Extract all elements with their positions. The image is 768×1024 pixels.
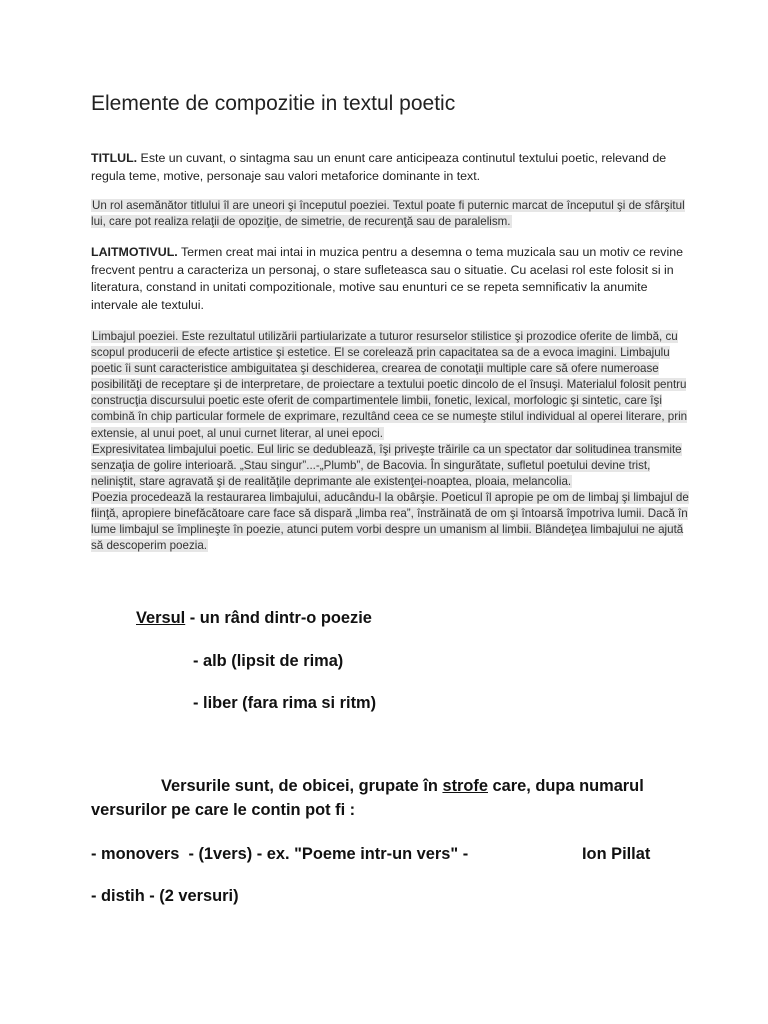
versul-def: - un rând dintr-o poezie <box>185 609 372 627</box>
vers-liber: - liber (fara rima si ritm) <box>193 694 377 712</box>
versul-term: Versul <box>136 609 186 627</box>
monovers-author: Ion Pillat <box>582 845 651 863</box>
page-title: Elemente de compozitie in textul poetic <box>91 92 456 115</box>
limbaj-section <box>91 329 691 554</box>
laitmotiv-heading: LAITMOTIVUL. <box>91 245 178 259</box>
versul-definition <box>136 609 372 628</box>
strofe-line-2: versurilor pe care le contin pot fi : <box>91 801 356 819</box>
titlul-paragraph <box>91 150 691 185</box>
strofe-line-1 <box>161 777 644 796</box>
strofe-before: Versurile sunt, de obicei, grupate în <box>161 777 443 795</box>
rol-paragraph <box>91 198 691 230</box>
strofe-term: strofe <box>442 777 488 795</box>
laitmotiv-text: Termen creat mai intai in muzica pentru a desemna o tema muzicala sau un motiv ce revine frecvent pentru a caracteriza un personaj, o stare sufleteasca sau o situatie. Cu acelasi rol este folosit si in literatura, constand in unitati compozitionale, motive sau enunturi ce se repeta semnificativ la anumite intervale ale textului. <box>91 245 684 312</box>
laitmotiv-paragraph <box>91 244 691 314</box>
titlul-heading: TITLUL. <box>91 151 138 165</box>
limbaj-paragraph: Limbajul poeziei. Este rezultatul utilizării partiularizate a tuturor resurselor stilistice şi prozodice oferite de limbă, cu scopul producerii de efecte artistice şi estetice. El se corelează prin capacitatea sa de a evoca imagini. Limbajulu poetic îi sunt caracteristice ambiguitatea şi deschiderea, crearea de conotaţii multiple care să ofere numeroase posibilităţi de receptare şi de interpretare, de proiectare a textului poetic dincolo de el însuşi. Materialul folosit pentru construcţia discursului poetic este oferit de compartimentele limbii, fonetic, lexical, morfologic şi sintetic, care îşi combină în chip particular formele de exprimare, rezultând ceea ce se numeşte stilul individual al operei literare, prin extensie, al unui poet, al unui curnet literar, al unei epoci. <box>91 330 688 440</box>
expresivitate-paragraph: Expresivitatea limbajului poetic. Eul liric se dedublează, îşi priveşte trăirile ca un spectator dar solitudinea transmite senzaţia de golire interioară. „Stau singur”...-„Plumb”, de Bacovia. În singurătate, sufletul poetului devine trist, neliniştit, stare agravată şi de realităţile deprimante ale existenţei-noaptea, ploaia, melancolia. <box>91 442 682 488</box>
strofe-after: care, dupa numarul <box>488 777 644 795</box>
rol-text: Un rol asemănător titlului îl are uneori şi începutul poeziei. Textul poate fi puternic marcat de începutul şi de sfârşitul lui, care pot realiza relaţii de opoziţie, de simetrie, de recurenţă sau de paralelism. <box>91 199 685 229</box>
vers-alb: - alb (lipsit de rima) <box>193 652 344 670</box>
distih-line: - distih - (2 versuri) <box>91 887 239 905</box>
restaurare-paragraph: Poezia procedează la restaurarea limbajului, aducându-l la obârşie. Poeticul îl apropie pe om de limbaj şi limbajul de fiinţă, apropiere binefăcătoare care face să dispară „limba rea”, înstrăinată de om şi întoarsă împotriva lumii. Dacă în lume limbajul se împlineşte în poezie, atunci putem vorbi despre un umanism al limbii. Blândeţea limbajului ne ajută să descoperim poezia. <box>91 490 689 553</box>
monovers-line: - monovers - (1vers) - ex. "Poeme intr-un vers" - <box>91 845 469 863</box>
titlul-text: Este un cuvant, o sintagma sau un enunt care anticipeaza continutul textului poetic, relevand de regula teme, motive, personaje sau valori metaforice dominante in text. <box>91 151 667 183</box>
